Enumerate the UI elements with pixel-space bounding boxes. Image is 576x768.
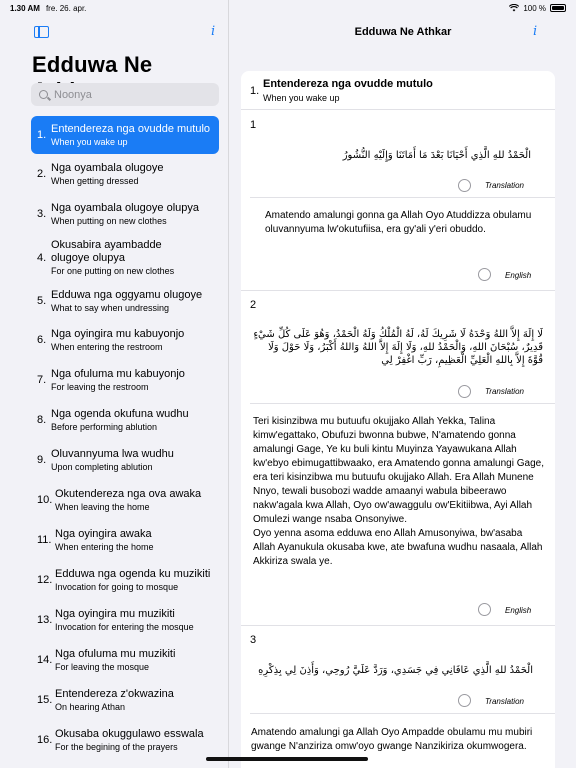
sidebar-item-label: Edduwa nga ogenda ku muzikiti	[55, 567, 211, 580]
sidebar-item-text	[51, 202, 199, 227]
status-bar	[0, 0, 576, 16]
sidebar-item-subtitle: When putting on new clothes	[51, 215, 167, 226]
sidebar-item-text	[55, 728, 204, 753]
sidebar-item-number: 10.	[37, 494, 53, 506]
divider	[241, 290, 555, 291]
sidebar-item[interactable]	[31, 194, 219, 234]
english-label: English	[505, 606, 532, 615]
sidebar-item[interactable]	[31, 282, 219, 320]
translation-label: Translation	[485, 387, 524, 396]
sidebar-item[interactable]	[31, 116, 219, 154]
sidebar-item-label: Entendereza z'okwazina	[55, 687, 174, 700]
sidebar-item-subtitle: For the begining of the prayers	[55, 741, 178, 752]
sidebar-item-number: 12.	[37, 574, 53, 586]
sidebar-item-text	[51, 123, 210, 148]
dua-card	[241, 71, 555, 768]
dua-number: 1	[250, 119, 257, 131]
sidebar-item-subtitle: For one putting on new clothes	[51, 266, 175, 276]
dua-header	[241, 71, 555, 117]
sidebar-item-subtitle: For leaving the restroom	[51, 381, 149, 392]
sidebar-item[interactable]	[31, 234, 219, 282]
header-title: Entendereza nga ovudde mutulo	[263, 78, 433, 90]
sidebar-item-label: Okusaba okuggulawo esswala	[55, 727, 204, 740]
sidebar-title: Edduwa Ne	[32, 52, 153, 77]
battery-icon	[550, 4, 566, 12]
sidebar-item[interactable]	[31, 440, 219, 480]
wifi-icon	[509, 4, 519, 12]
sidebar-item-subtitle: When you wake up	[51, 136, 128, 147]
sidebar-item-subtitle: Before performing ablution	[51, 421, 158, 432]
sidebar-item-number: 14.	[37, 654, 53, 666]
sidebar-item-number: 3.	[37, 208, 47, 220]
sidebar-item[interactable]	[31, 480, 219, 520]
sidebar-item-text	[51, 289, 202, 314]
translation-radio[interactable]	[458, 694, 471, 707]
sidebar-item-label: Edduwa nga oggyamu olugoye	[51, 288, 203, 301]
dua-translation-text: Teri kisinzibwa mu butuufu okujjako Allah Yekka, Talina kimw'egattako, Obufuzi bwonna bubwe, N'amatendo gonna amalungi Gage, Ye ku buli kintu Muyinza Yayawukana Allah kw'ebyo ebimugattibwaako, era Amatendo gonna amalungi Gage, era teri kisinzibwa mu butuufu okujjako Allah. Era Allah Munene Nnyo, tewali busobozi wadde amaanyi wabula bibeerawo nakw'agala kwa Allah, Oyo ow'awaggulu ow'Ekitiibwa, Ayi Allah Omulezi wange nsaba Onsonyiwe. Oyo yenna asoma edduwa eno Allah Amusonyiwa, bw'asaba Allah Ayanukula okusaba kwe, ate bwafuna wudhu nasaala, Allah Akkiriza swala ye.	[253, 416, 544, 567]
sidebar-item-label: Nga oyambala olugoye olupya	[51, 201, 199, 214]
header-number: 1.	[250, 85, 260, 97]
sidebar-item-text	[51, 328, 184, 353]
divider	[250, 197, 555, 198]
translation-radio[interactable]	[458, 179, 471, 192]
translation-label: Translation	[485, 697, 524, 706]
divider	[250, 403, 555, 404]
sidebar-item-label: Nga ogenda okufuna wudhu	[51, 407, 189, 420]
sidebar	[0, 0, 229, 768]
page-title: Edduwa Ne Athkar	[354, 26, 452, 38]
status-right	[509, 4, 566, 13]
sidebar-item-label: Okutendereza nga ova awaka	[55, 487, 202, 500]
sidebar-toolbar	[0, 24, 229, 42]
sidebar-item-subtitle: When getting dressed	[51, 175, 139, 186]
sidebar-item[interactable]	[31, 600, 219, 640]
sidebar-item-text	[55, 688, 174, 713]
sidebar-item-number: 1.	[37, 129, 47, 141]
sidebar-item[interactable]	[31, 360, 219, 400]
status-time: 1.30 AM	[10, 3, 40, 13]
sidebar-item-subtitle: When entering the home	[55, 541, 154, 552]
sidebar-item-number: 9.	[37, 454, 47, 466]
sidebar-item[interactable]	[31, 520, 219, 560]
sidebar-item-subtitle: Invocation for entering the mosque	[55, 621, 194, 632]
search-input[interactable]	[54, 89, 204, 101]
home-indicator	[206, 757, 368, 761]
sidebar-item-number: 6.	[37, 334, 47, 346]
dua-arabic: لَا إِلَهَ إِلاَّ اللهُ وَحْدَهُ لَا شَرِيكَ لَهُ، لَهُ الْمُلْكُ وَلَهُ الْحَمْدُ، وَهُوَ عَلَى كُلِّ شَيْءٍ قَدِيرٌ، سُبْحَانَ اللهِ، وَالْحَمْدُ للهِ، وَلَا إِلَهَ إِلاَّ اللهُ وَاللهُ أَكْبَرُ، وَلَا حَوْلَ وَلَا قُوَّةَ إِلاَّ بِاللهِ الْعَلِيِّ الْعَظِيمِ، رَبِّ اغْفِرْ لِي	[253, 329, 543, 366]
sidebar-item-text	[51, 448, 174, 473]
dua-translation-text: Amatendo amalungi gonna ga Allah Oyo Atuddizza obulamu oluvannyuma lw'okutufiisa, era gy'ali y'eri obuddo.	[265, 210, 532, 235]
dua-number: 3	[250, 634, 257, 646]
english-radio[interactable]	[478, 268, 491, 281]
sidebar-item-number: 15.	[37, 694, 53, 706]
sidebar-item-text	[55, 488, 201, 513]
sidebar-item-label: Okusabira ayambadde olugoye olupya	[51, 239, 162, 264]
search-bar[interactable]	[31, 83, 219, 106]
sidebar-item-text	[51, 368, 185, 393]
sidebar-item-number: 7.	[37, 374, 47, 386]
sidebar-item-text	[51, 162, 164, 187]
sidebar-item-subtitle: Upon completing ablution	[51, 461, 153, 472]
sidebar-item-subtitle: On hearing Athan	[55, 701, 126, 712]
sidebar-item-text	[51, 408, 189, 433]
sidebar-item[interactable]	[31, 680, 219, 720]
sidebar-item-text	[55, 648, 175, 673]
divider	[241, 109, 555, 110]
sidebar-item[interactable]	[31, 560, 219, 600]
sidebar-item[interactable]	[31, 320, 219, 360]
divider	[250, 713, 555, 714]
sidebar-item[interactable]	[31, 154, 219, 194]
battery-percent: 100 %	[523, 3, 546, 13]
sidebar-item-number: 11.	[37, 534, 52, 546]
sidebar-item-label: Entendereza nga ovudde mutulo	[51, 122, 211, 135]
sidebar-item-text	[55, 608, 194, 633]
dua-arabic: الْحَمْدُ للهِ الَّذِي أَحْيَانَا بَعْدَ مَا أَمَاتَنَا وَإِلَيْهِ النُّشُورُ	[342, 150, 531, 161]
translation-radio[interactable]	[458, 385, 471, 398]
sidebar-item-text	[51, 239, 181, 277]
sidebar-item-number: 5.	[37, 295, 47, 307]
sidebar-item-label: Nga oyingira mu kabuyonjo	[51, 327, 185, 340]
sidebar-item-label: Nga ofuluma mu muzikiti	[55, 647, 176, 660]
sidebar-item-label: Nga oyingira mu muzikiti	[55, 607, 175, 620]
sidebar-item-subtitle: Invocation for going to mosque	[55, 581, 179, 592]
header-subtitle: When you wake up	[263, 93, 340, 103]
sidebar-item-label: Oluvannyuma lwa wudhu	[51, 447, 174, 460]
english-label: English	[505, 271, 532, 280]
search-icon	[39, 90, 48, 99]
sidebar-item-number: 2.	[37, 168, 47, 180]
sidebar-toggle-icon[interactable]	[34, 26, 49, 38]
info-icon[interactable]: i	[211, 24, 216, 39]
dua-translation-text: Amatendo amalungi ga Allah Oyo Ampadde obulamu mu mubiri gwange N'anziriza omw'oyo gwange Nanzikiriza okumwogera.	[251, 727, 533, 752]
sidebar-item-text	[55, 528, 154, 553]
divider	[241, 625, 555, 626]
info-icon[interactable]: i	[533, 24, 538, 39]
english-radio[interactable]	[478, 603, 491, 616]
main-content	[230, 0, 576, 768]
sidebar-item-subtitle: What to say when undressing	[51, 302, 170, 313]
sidebar-item[interactable]	[31, 400, 219, 440]
sidebar-item-subtitle: When entering the restroom	[51, 341, 163, 352]
sidebar-item-number: 8.	[37, 414, 47, 426]
sidebar-item-label: Nga oyambala olugoye	[51, 161, 164, 174]
dua-number: 2	[250, 299, 257, 311]
sidebar-item-number: 16.	[37, 734, 53, 746]
sidebar-item-text	[55, 568, 210, 593]
sidebar-item[interactable]	[31, 720, 219, 760]
translation-label: Translation	[485, 181, 524, 190]
sidebar-item-subtitle: For leaving the mosque	[55, 661, 150, 672]
sidebar-item-label: Nga oyingira awaka	[55, 527, 152, 540]
sidebar-item-subtitle: When leaving the home	[55, 501, 150, 512]
dua-menu	[31, 116, 219, 760]
sidebar-item-label: Nga ofuluma mu kabuyonjo	[51, 367, 185, 380]
sidebar-item[interactable]	[31, 640, 219, 680]
sidebar-item-number: 4.	[37, 252, 47, 264]
status-date: fre. 26. apr.	[45, 3, 87, 13]
sidebar-item-number: 13.	[37, 614, 53, 626]
dua-arabic: الْحَمْدُ للهِ الَّذِي عَافَانِي فِي جَسَدِي، وَرَدَّ عَلَيَّ رُوحِي، وَأَذِنَ لِي بِذِكْرِهِ	[258, 665, 533, 676]
